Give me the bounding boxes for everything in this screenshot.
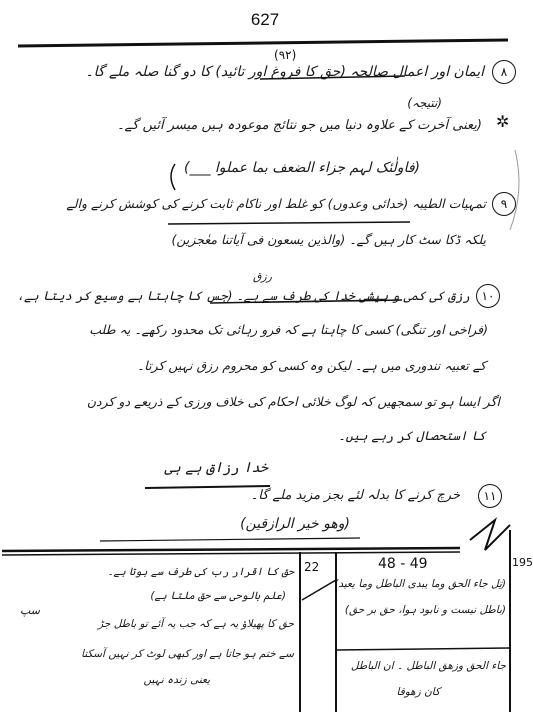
box-left-line-4: سے ختم ہو جاتا ہے اور کبھی لوٹ کر نہیں آسکتا <box>81 648 294 660</box>
page-number: 627 <box>250 10 280 29</box>
item-8-line: ایمان اور اعمال صالحہ (حق کا فروغ اور تائید) کا دو گنا صلہ ملے گا۔ <box>85 64 484 80</box>
item-8-sub-heading: (نتیجہ) <box>407 96 442 110</box>
box-arrow <box>302 580 336 600</box>
box-margin-top: 195 <box>512 556 533 569</box>
box-right-line-1: (تِل جاء الحق وما یبدی الباطل وما یعید) <box>334 578 506 590</box>
item-9-line-1: تمہیات الطیبہ (خدائی وعدوں) کو غلط اور ناکام ثابت کرنے کی کوشش کرنے والے <box>66 196 486 211</box>
item-10-line-5: کا استحصال کر رہے ہیں۔ <box>338 428 486 443</box>
item-11-quote: (وھو خیر الرازقین) <box>240 516 350 532</box>
top-rule <box>18 40 508 46</box>
item-10-number: ١٠ <box>476 284 500 308</box>
item-10-quote: خدا رزاق ہے ہی <box>164 460 268 476</box>
box-left-line-1: حق کا اقرار رب کی طرف سے ہوتا ہے۔ <box>107 566 294 578</box>
item-8-number-note: (٩٢) <box>274 48 297 62</box>
item-10-line-2: (فراخی اور تنگی) کسی کا چاہتا ہے کہ فرو رہائی تک محدود رکھے۔ یہ طلب <box>89 322 488 337</box>
box-left-line-5: یعنی زندہ نہیں <box>143 674 210 686</box>
box-scribble <box>470 520 510 550</box>
item-10-line-4: اگر ایسا ہو تو سمجھیں کہ لوگ خلائی احکام کی خلاف ورزی کے ذریعے دو کردن <box>86 394 500 409</box>
item-9-line-2: یلکہ ڈکا سٹ کار ہیں گے۔ (والذین یسعون فی آیاتنا معٰجزین) <box>171 232 486 247</box>
underline-11b <box>100 538 360 541</box>
quote-8-brace <box>171 164 175 190</box>
item-11-line: خرچ کرنے کا بدلہ لئے بجز مزید ملے گا۔ <box>250 488 460 503</box>
item-8-quote: (فاولٰئک لہم جزاء الضعف بما عملوا ___) <box>183 160 420 176</box>
right-margin-mark <box>510 150 519 230</box>
box-top-rule-2 <box>2 552 460 555</box>
box-verse-ref: 48 - 49 <box>378 556 428 572</box>
item-11-number: ١١ <box>478 484 502 508</box>
box-right-line-2: (باطل نیست و نابود ہوا، حق بر حق) <box>344 604 506 616</box>
item-10-line-1: رزق کی کمی و بیشی خدا کی طرف سے ہے۔ (جس کا چاہتا ہے وسیع کر دیتا ہے، <box>16 288 470 303</box>
item-10-line-3: کے تعبیہ نندوری میں ہے۔ لیکن وہ کسی کو محروم رزق نہیں کرتا۔ <box>136 358 486 373</box>
box-ref-number: 22 <box>304 560 320 574</box>
item-10-rizq-note: رزق <box>252 270 272 283</box>
box-hline <box>336 648 510 650</box>
box-margin-mid: سپ <box>19 604 40 617</box>
item-9-number: ٩ <box>492 192 516 216</box>
box-right-line-3: جاء الحق وزھق الباطل ۔ ان الباطل <box>350 660 506 672</box>
item-8-number: ٨ <box>492 60 516 84</box>
box-top-rule <box>2 548 460 551</box>
box-left-line-3: حق کا پھیلاؤ یہ ہے کہ جب یہ آئے تو باطل جڑ <box>98 618 294 630</box>
asterisk-mark: ✲ <box>496 112 510 131</box>
item-8-sub-line: (یعنی آخرت کے علاوہ دنیا میں جو نتائج موعودہ ہیں میسر آئیں گے۔ <box>116 118 482 133</box>
underline-9 <box>168 222 410 224</box>
box-right-line-4: کان زھوقا <box>396 686 440 698</box>
box-left-line-2: (علم بالوحی سے حق ملتا ہے) <box>150 590 286 602</box>
